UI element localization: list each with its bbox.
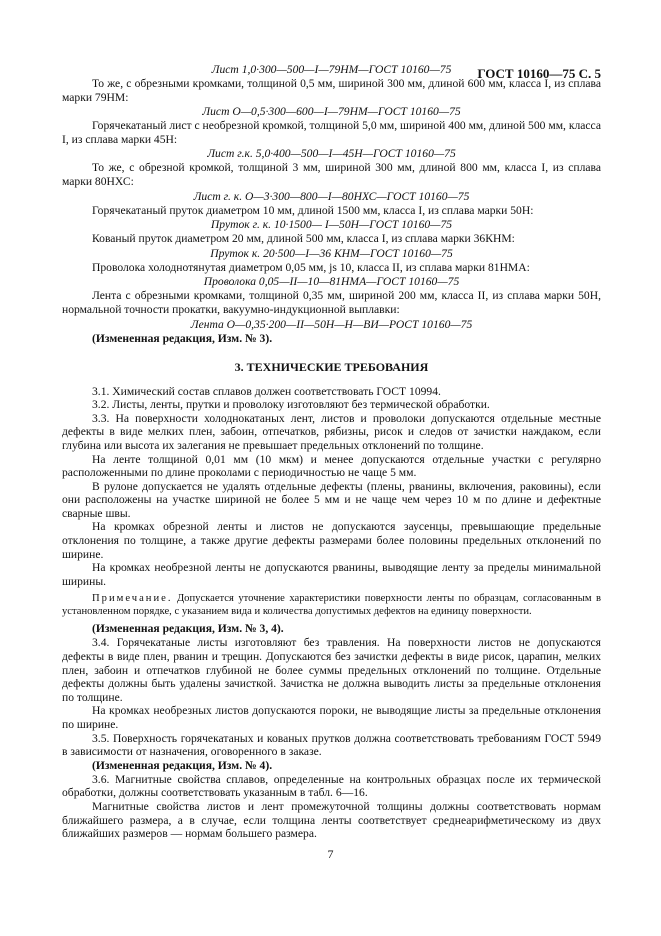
clause-3-6-paragraph: Магнитные свойства листов и лент промежуточной толщины должны соответствовать нормам ближайшего размера, а в случае, если толщина ленты соответствует среднеарифметическому из двух ближайших размеров — нормам большего размера. xyxy=(62,799,601,841)
note-label: Примечание. xyxy=(92,593,173,605)
example-text: То же, с обрезной кромкой, толщиной 3 мм, шириной 300 мм, длиной 800 мм, класса I, из сплава марки 80НХС: xyxy=(62,161,601,188)
example-text: То же, с обрезными кромками, толщиной 0,5 мм, шириной 300 мм, длиной 600 мм, класса I, из сплава марки 79НМ: xyxy=(62,77,601,104)
example-text: Лента с обрезными кромками, толщиной 0,35 мм, шириной 200 мм, класса II, из сплава марки 50Н, нормальной точности прокатки, вакуумно-индукционной выплавки: xyxy=(62,289,601,316)
clause-3-3-paragraph: В рулоне допускается не удалять отдельные дефекты (плены, рванины, включения, раковины), если они расположены на участке шириной не более 5 мм и не чаще чем через 10 м по длине и дефектные сварные швы. xyxy=(62,479,601,520)
clause-3-4-paragraph: На кромках необрезных листов допускаются пороки, не выводящие листы за предельные отклонения по ширине. xyxy=(62,704,601,731)
designation-formula: Лист О—0,5·300—600—I—79НМ—ГОСТ 10160—75 xyxy=(202,105,461,119)
example-text: Горячекатаный пруток диаметром 10 мм, длиной 1500 мм, класса I, из сплава марки 50Н: xyxy=(92,203,534,217)
clause-3-6: 3.6. Магнитные свойства сплавов, определенные на контрольных образцах после их термической обработки, должны соответствовать указанным в табл. 6—16. xyxy=(62,772,601,800)
clause-3-4: 3.4. Горячекатаные листы изготовляют без травления. На поверхности листов не допускаются дефекты в виде плен, рванин и трещин. Допускаются без зачистки дефекты в виде рисок, царапин, мелких плен, забоин и отпечатков глубиной не более суммы предельных отклонений по толщине. Отдельные дефекты должны быть удалены зачисткой. Зачистка не должна выводить листы за предельные отклонения по толщине. xyxy=(62,636,601,704)
page-number: 7 xyxy=(327,847,334,861)
designation-formula: Пруток к. 20·500—I—36 КНМ—ГОСТ 10160—75 xyxy=(210,246,453,260)
note xyxy=(62,592,601,618)
designation-formula: Лист г.к. 5,0·400—500—I—45Н—ГОСТ 10160—75 xyxy=(207,147,456,161)
clause-3-1: 3.1. Химический состав сплавов должен соответствовать ГОСТ 10994. xyxy=(92,384,441,398)
page-header: ГОСТ 10160—75 С. 5 xyxy=(477,66,601,81)
designation-formula: Пруток г. к. 10·1500— I—50Н—ГОСТ 10160—75 xyxy=(210,218,453,232)
clause-3-3-paragraph: На кромках обрезной ленты и листов не допускаются заусенцы, превышающие предельные отклонения по толщине, а также другие дефекты размерами более половины предельных отклонений по ширине. xyxy=(62,520,601,561)
clause-3-3: 3.3. На поверхности холоднокатаных лент, листов и проволоки допускаются отдельные местные дефекты в виде мелких плен, забоин, отпечатков, рябизны, рисок и следов от зачистки наждаком, если глубина или высота их залегания не превышает предельных отклонений по толщине. xyxy=(62,411,601,452)
clause-3-3-paragraph: На ленте толщиной 0,01 мм (10 мкм) и менее допускаются отдельные участки с регулярно расположенными по длине проколами с периодичностью не чаще 5 мм. xyxy=(62,452,601,480)
designation-formula: Лист 1,0·300—500—I—79НМ—ГОСТ 10160—75 xyxy=(211,63,452,76)
designation-formula: Проволока 0,05—II—10—81НМА—ГОСТ 10160—75 xyxy=(203,275,460,289)
amendment-note: (Измененная редакция, Изм. № 3). xyxy=(92,331,273,345)
clause-3-3-paragraph: На кромках необрезной ленты не допускаются рванины, выводящие ленту за пределы минимальной ширины. xyxy=(62,561,601,588)
clause-3-5: 3.5. Поверхность горячекатаных и кованых прутков должна соответствовать требованиям ГОСТ 5949 в зависимости от назначения, оговоренного в заказе. xyxy=(62,731,601,759)
amendment-note: (Измененная редакция, Изм. № 3, 4). xyxy=(92,622,284,636)
document-body xyxy=(62,62,601,841)
example-text: Проволока холоднотянутая диаметром 0,05 мм, js 10, класса II, из сплава марки 81НМА: xyxy=(92,260,530,274)
example-text: Горячекатаный лист с необрезной кромкой, толщиной 5,0 мм, шириной 400 мм, длиной 500 мм, класса I, из сплава марки 45Н: xyxy=(62,119,601,146)
designation-formula: Лента О—0,35·200—II—50Н—Н—ВИ—РОСТ 10160—75 xyxy=(190,317,473,331)
clause-3-2: 3.2. Листы, ленты, прутки и проволоку изготовляют без термической обработки. xyxy=(92,398,490,412)
note-text: Допускается уточнение характеристики поверхности ленты по образцам, согласованным в установленном порядке, с указанием вида и количества допустимых дефектов на единицу поверхности. xyxy=(62,593,601,618)
section-title: 3. ТЕХНИЧЕСКИЕ ТРЕБОВАНИЯ xyxy=(234,359,429,374)
example-text: Кованый пруток диаметром 20 мм, длиной 500 мм, класса I, из сплава марки 36КНМ: xyxy=(92,232,515,246)
amendment-note: (Измененная редакция, Изм. № 4). xyxy=(92,758,273,772)
designation-formula: Лист г. к. О—3·300—800—I—80НХС—ГОСТ 10160—75 xyxy=(193,189,470,203)
